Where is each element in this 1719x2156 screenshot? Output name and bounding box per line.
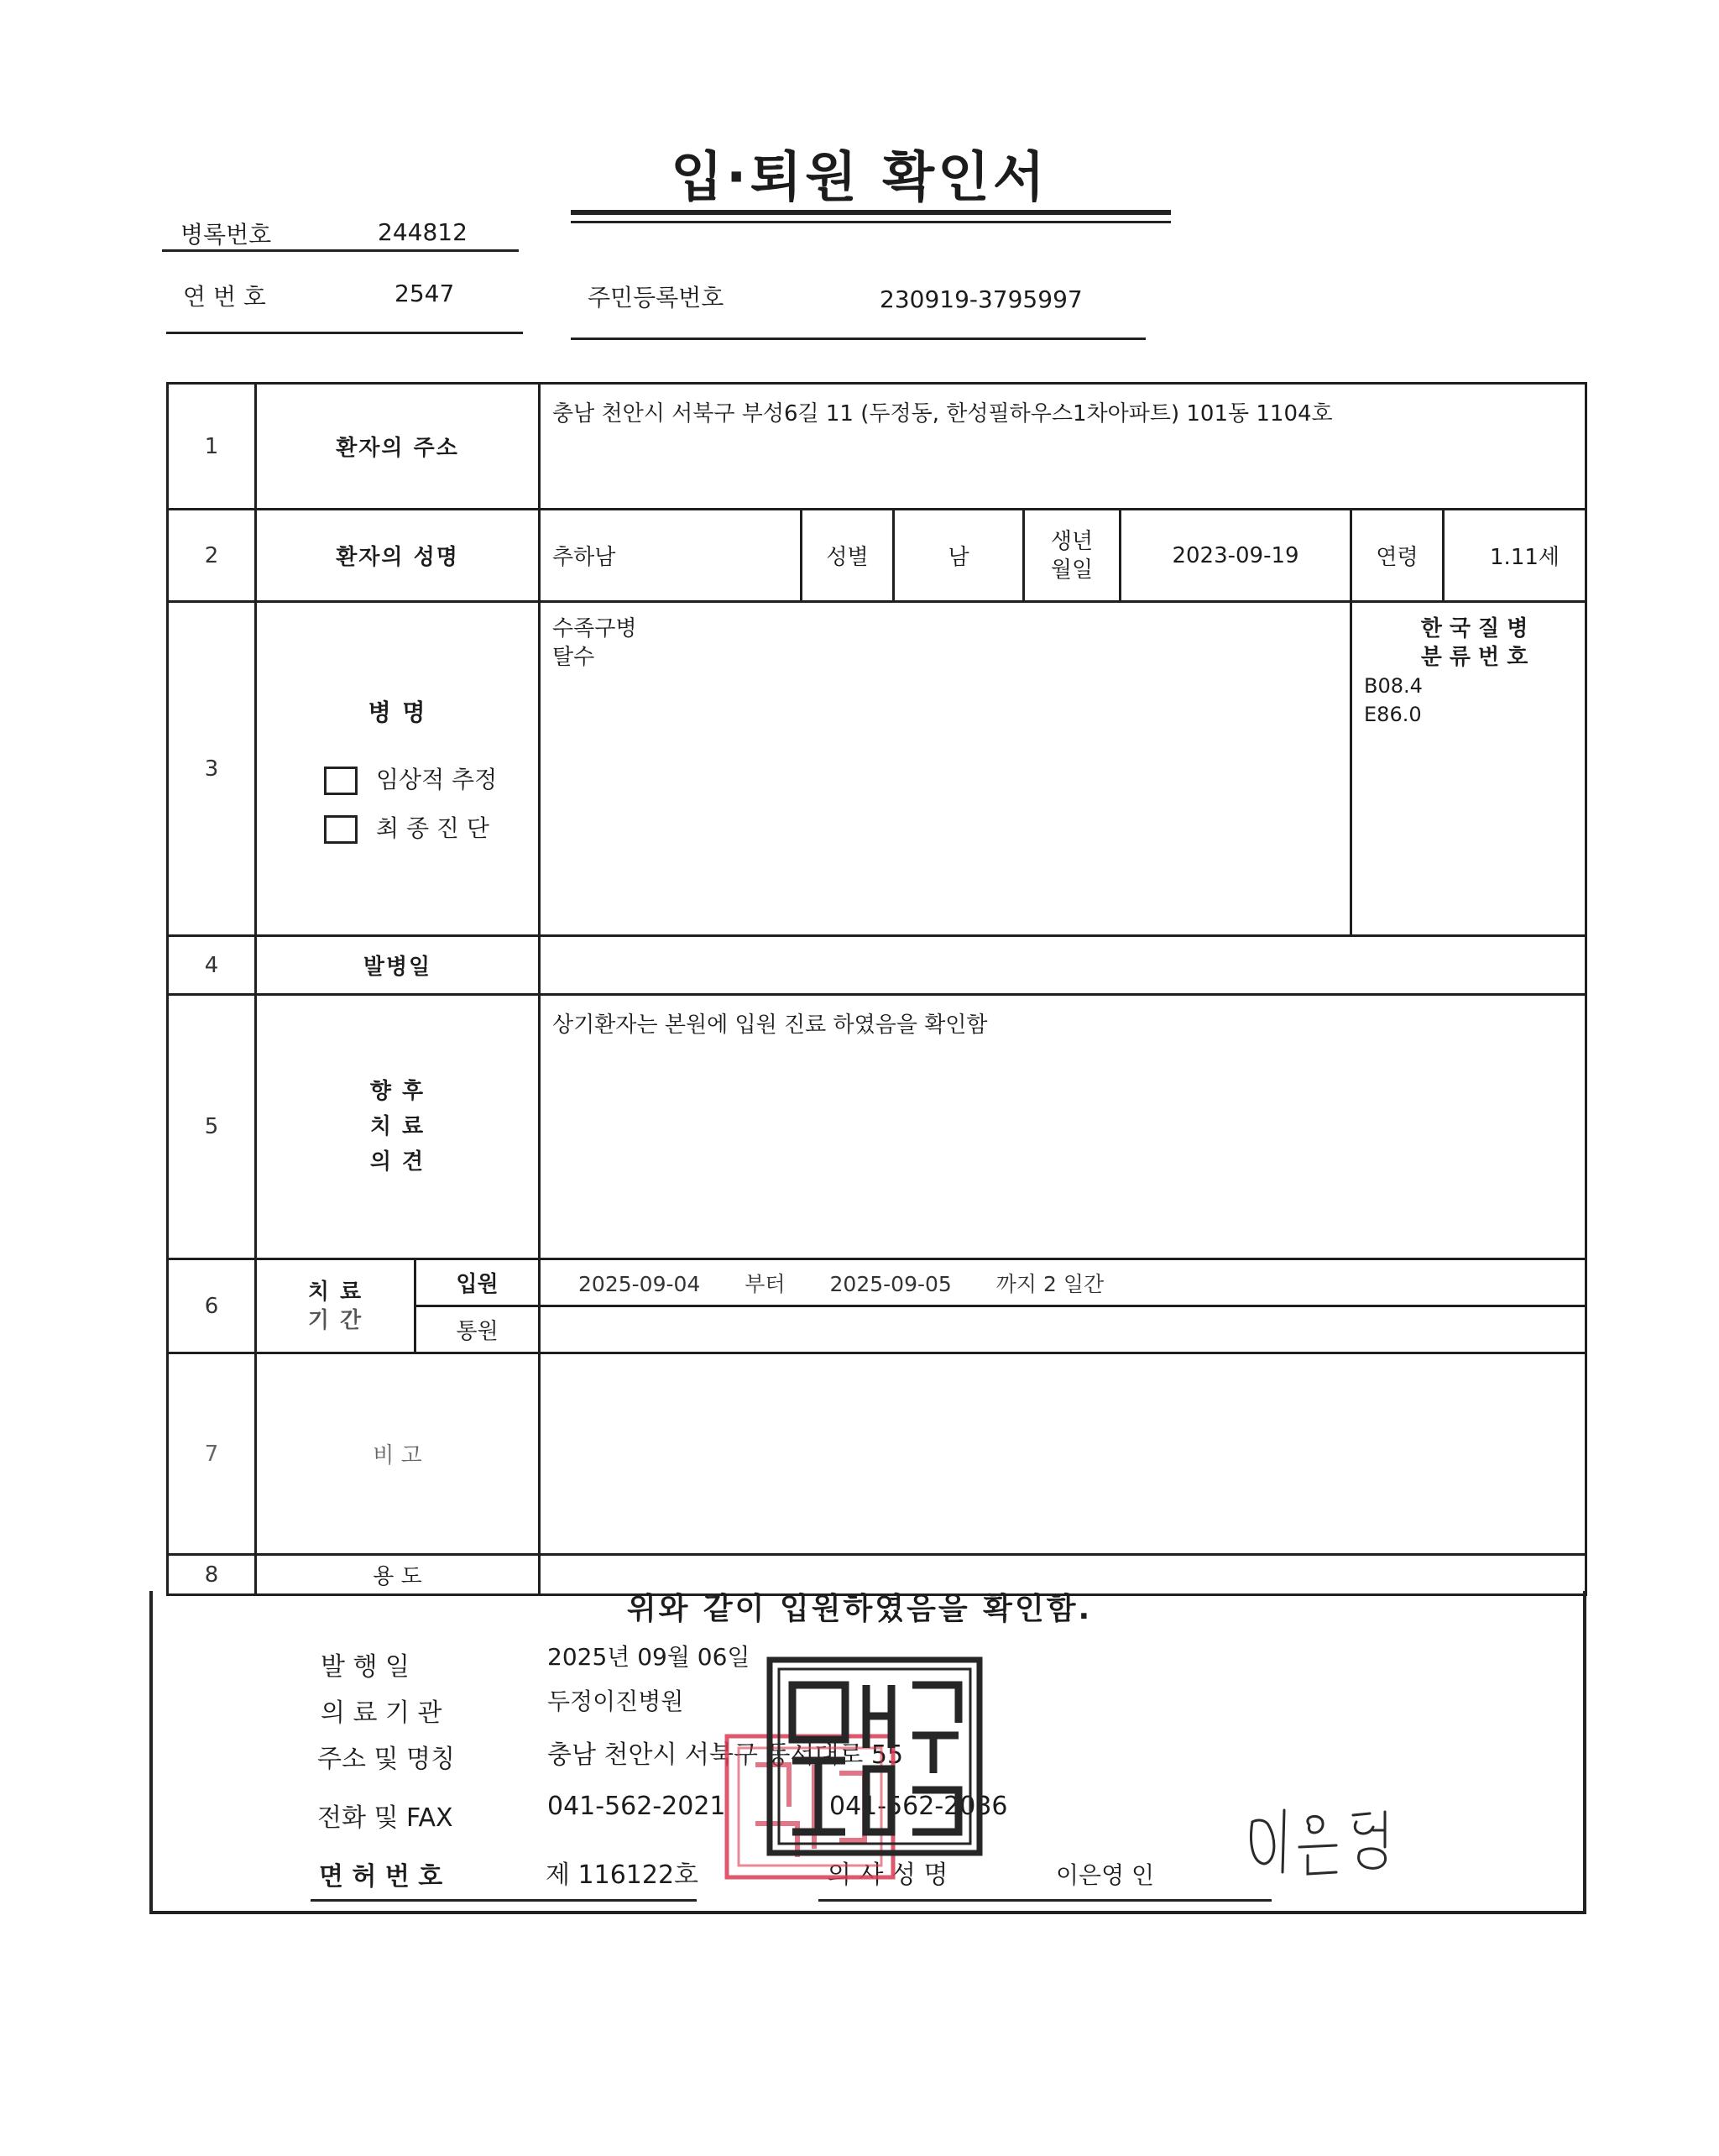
chart-no-label: 병록번호 [180, 221, 272, 249]
diagnosis-1: 수족구병 [552, 616, 637, 641]
document-title: 입·퇴원 확인서 [671, 147, 1048, 209]
birth-label [1024, 510, 1121, 602]
remarks-label: 비 고 [256, 1353, 540, 1555]
birth-label-line1: 생년 [1050, 528, 1094, 554]
resident-no-label: 주민등록번호 [588, 284, 724, 311]
admission-from-word: 부터 [745, 1271, 786, 1296]
kcd-label-2: 분 류 번 호 [1420, 645, 1528, 670]
fax-value: 041-562-2036 [829, 1792, 1008, 1821]
row-remarks [168, 1353, 1586, 1555]
serial-underline [166, 332, 523, 334]
confirmation-statement: 위와 같이 입원하였음을 확인함. [626, 1592, 1093, 1626]
hospital-seal [765, 1656, 984, 1857]
doctor-underline [818, 1899, 1272, 1902]
kcd-code-2: E86.0 [1364, 703, 1422, 726]
issue-date-value: 2025년 09월 06일 [547, 1643, 750, 1671]
institution-value: 두정이진병원 [547, 1688, 684, 1715]
admission-to-date: 2025-09-05 [829, 1271, 952, 1296]
row-number: 2 [168, 510, 256, 602]
diagnosis-2: 탈수 [552, 645, 595, 670]
title-underline [571, 210, 1171, 215]
opinion-label-3: 의 견 [369, 1149, 426, 1175]
license-value: 제 116122호 [546, 1860, 699, 1890]
admission-to-word: 까지 2 일간 [995, 1271, 1105, 1296]
serial-value: 2547 [394, 280, 455, 307]
kcd-codes [1351, 602, 1586, 936]
age-value: 1.11세 [1444, 510, 1586, 602]
footer-border-left [149, 1591, 153, 1913]
row-number: 4 [168, 936, 256, 995]
row-treatment-opinion [168, 995, 1586, 1259]
address-name-label: 주소 및 명칭 [317, 1745, 455, 1774]
onset-label: 발병일 [256, 936, 540, 995]
kcd-code-1: B08.4 [1364, 674, 1423, 698]
final-diagnosis-checkbox[interactable] [324, 815, 358, 844]
confirmation-form-table [166, 382, 1587, 1596]
doctor-name-value: 이은영 인 [1056, 1861, 1155, 1889]
row-address [168, 384, 1586, 510]
patient-name-value: 추하남 [540, 510, 802, 602]
address-label: 환자의 주소 [256, 384, 540, 510]
doctor-signature [1242, 1797, 1444, 1889]
serial-label: 연 번 호 [183, 283, 266, 311]
opinion-label [256, 995, 540, 1259]
row-number: 8 [168, 1555, 256, 1595]
institution-label: 의 료 기 관 [321, 1698, 442, 1728]
sex-value: 남 [894, 510, 1024, 602]
period-label-1: 치 료 [307, 1279, 363, 1305]
diagnosis-label: 병 명 [368, 698, 427, 726]
license-label: 면 허 번 호 [319, 1862, 443, 1892]
admission-label: 입원 [415, 1259, 540, 1306]
opinion-label-2: 치 료 [369, 1114, 426, 1139]
opinion-label-1: 향 후 [369, 1079, 426, 1104]
address-value: 충남 천안시 서북구 부성6길 11 (두정동, 한성필하우스1차아파트) 101동 1104호 [540, 384, 1586, 510]
phone-fax-label: 전화 및 FAX [317, 1803, 453, 1833]
outpatient-label: 통원 [415, 1306, 540, 1353]
license-underline [311, 1899, 697, 1902]
kcd-label-1: 한 국 질 병 [1420, 616, 1528, 641]
footer-border-right [1583, 1591, 1586, 1913]
final-diagnosis-label: 최 종 진 단 [376, 814, 489, 842]
phone-value: 041-562-2021 [547, 1792, 726, 1821]
diagnosis-names [540, 602, 1351, 936]
admission-from-date: 2025-09-04 [578, 1271, 701, 1296]
admission-period [540, 1259, 1586, 1306]
chart-no-value: 244812 [378, 218, 468, 246]
onset-value [540, 936, 1586, 995]
row-number: 3 [168, 602, 256, 936]
row-patient-name [168, 510, 1586, 602]
birth-label-line2: 월일 [1050, 557, 1094, 583]
row-diagnosis [168, 602, 1586, 936]
clinical-estimate-checkbox[interactable] [324, 767, 358, 795]
remarks-value [540, 1353, 1586, 1555]
clinical-estimate-label: 임상적 추정 [376, 765, 498, 793]
sex-label: 성별 [802, 510, 894, 602]
doctor-label: 의 사 성 명 [827, 1860, 948, 1890]
opinion-value: 상기환자는 본원에 입원 진료 하였음을 확인함 [540, 995, 1586, 1259]
row-onset-date [168, 936, 1586, 995]
row-number: 5 [168, 995, 256, 1259]
purpose-label: 용 도 [256, 1555, 540, 1595]
age-label: 연령 [1351, 510, 1444, 602]
hospital-address-value: 충남 천안시 서북구 동서대로 55 [547, 1740, 904, 1770]
row-number: 1 [168, 384, 256, 510]
footer-border-bottom [149, 1911, 1586, 1914]
diagnosis-label-cell [256, 602, 540, 936]
final-diagnosis-option [257, 810, 538, 844]
clinical-estimate-option [257, 761, 538, 795]
outpatient-period [540, 1306, 1586, 1353]
patient-name-label: 환자의 성명 [256, 510, 540, 602]
title-underline-2 [571, 221, 1171, 223]
resident-no-value: 230919-3795997 [880, 285, 1083, 313]
chart-no-underline [162, 249, 519, 252]
period-label-2: 기 간 [307, 1307, 363, 1333]
row-treatment-period [168, 1259, 1586, 1306]
birth-value: 2023-09-19 [1121, 510, 1351, 602]
period-label [256, 1259, 415, 1353]
resident-no-underline [571, 338, 1146, 340]
issue-date-label: 발 행 일 [321, 1652, 410, 1682]
row-number: 6 [168, 1259, 256, 1353]
row-number: 7 [168, 1353, 256, 1555]
